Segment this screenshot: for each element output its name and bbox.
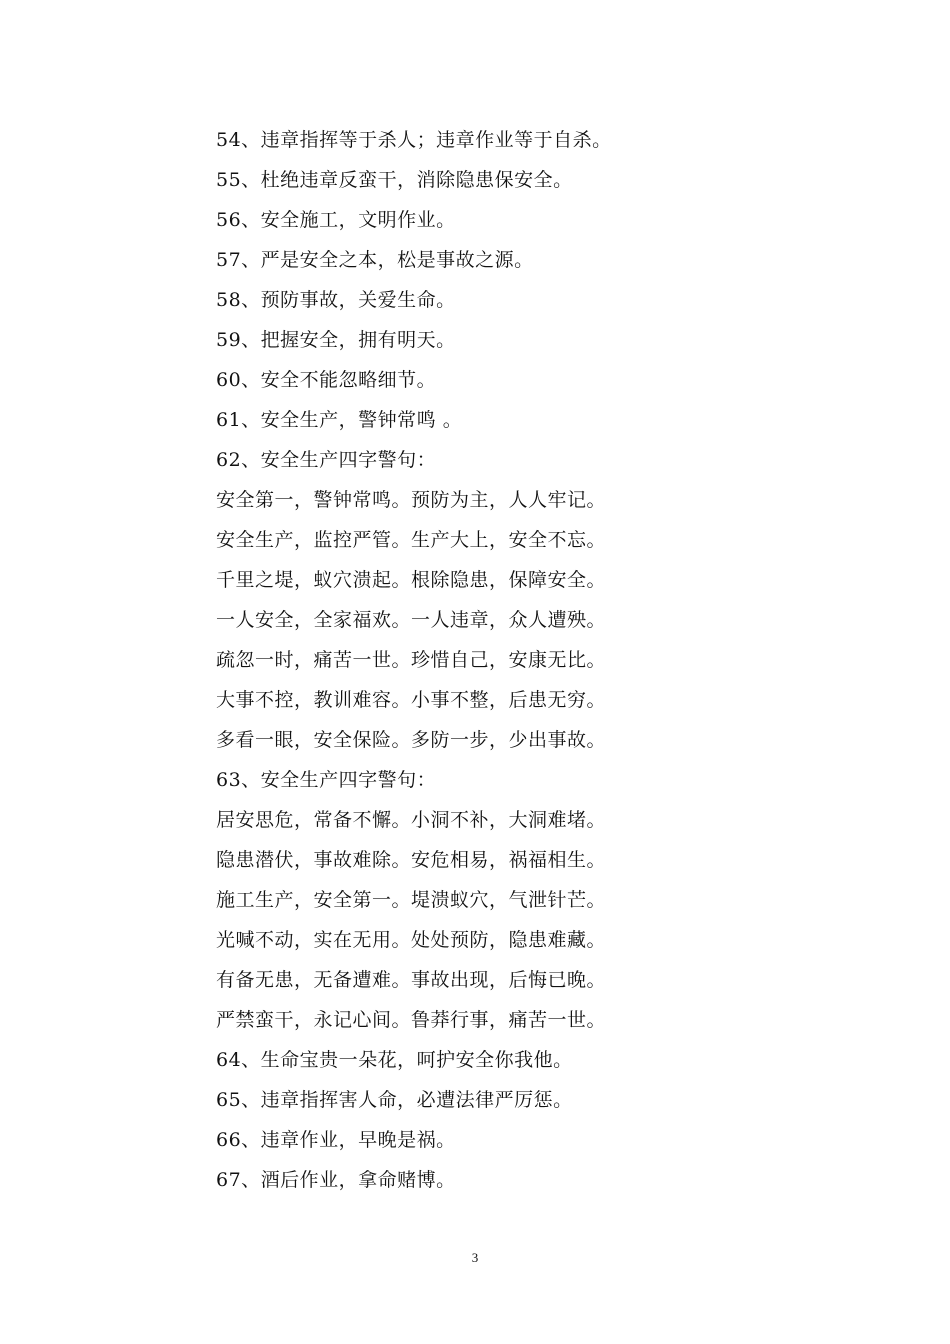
text-line: 施工生产，安全第一。堤溃蚁穴，气泄针芒。 xyxy=(216,889,607,911)
text-line: 59、把握安全，拥有明天。 xyxy=(216,329,456,351)
text-line: 有备无患，无备遭难。事故出现，后悔已晚。 xyxy=(216,969,607,991)
text-line: 61、安全生产，警钟常鸣 。 xyxy=(216,409,463,431)
text-line: 57、严是安全之本，松是事故之源。 xyxy=(216,249,534,271)
text-line: 一人安全，全家福欢。一人违章，众人遭殃。 xyxy=(216,609,607,631)
text-line: 疏忽一时，痛苦一世。珍惜自己，安康无比。 xyxy=(216,649,607,671)
text-line: 多看一眼，安全保险。多防一步，少出事故。 xyxy=(216,729,607,751)
text-line: 安全第一，警钟常鸣。预防为主，人人牢记。 xyxy=(216,489,607,511)
section-heading: 63、安全生产四字警句： xyxy=(216,769,437,791)
text-line: 安全生产，监控严管。生产大上，安全不忘。 xyxy=(216,529,607,551)
text-line: 54、违章指挥等于杀人；违章作业等于自杀。 xyxy=(216,129,612,151)
page-number: 3 xyxy=(471,1250,479,1265)
text-line: 56、安全施工，文明作业。 xyxy=(216,209,456,231)
section-heading: 62、安全生产四字警句： xyxy=(216,449,437,471)
text-line: 64、生命宝贵一朵花，呵护安全你我他。 xyxy=(216,1049,573,1071)
text-line: 58、预防事故，关爱生命。 xyxy=(216,289,456,311)
text-line: 67、酒后作业，拿命赌博。 xyxy=(216,1169,456,1191)
text-line: 居安思危，常备不懈。小洞不补，大洞难堵。 xyxy=(216,809,607,831)
text-line: 千里之堤，蚁穴溃起。根除隐患，保障安全。 xyxy=(216,569,607,591)
text-line: 光喊不动，实在无用。处处预防，隐患难藏。 xyxy=(216,929,607,951)
text-line: 55、杜绝违章反蛮干，消除隐患保安全。 xyxy=(216,169,573,191)
text-line: 严禁蛮干，永记心间。鲁莽行事，痛苦一世。 xyxy=(216,1009,607,1031)
text-line: 隐患潜伏，事故难除。安危相易，祸福相生。 xyxy=(216,849,607,871)
text-line: 大事不控，教训难容。小事不整，后患无穷。 xyxy=(216,689,607,711)
slogan-list xyxy=(216,120,856,1200)
text-line: 60、安全不能忽略细节。 xyxy=(216,369,437,391)
text-line: 66、违章作业，早晚是祸。 xyxy=(216,1129,456,1151)
text-line: 65、违章指挥害人命，必遭法律严厉惩。 xyxy=(216,1089,573,1111)
